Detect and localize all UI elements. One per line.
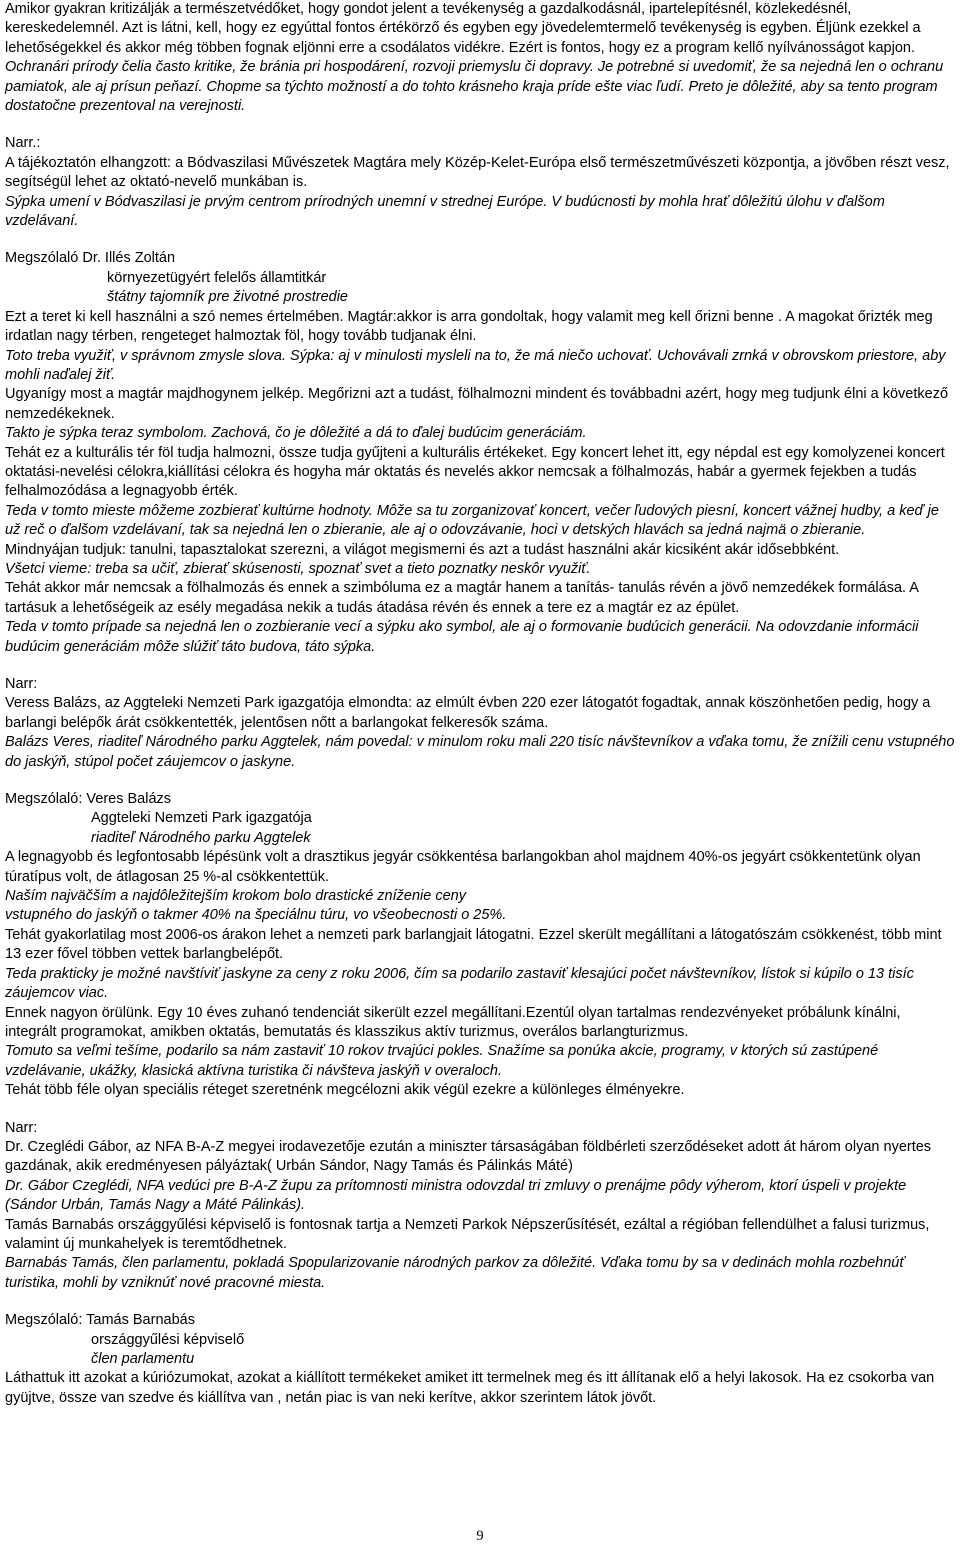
paragraph-slovak: člen parlamentu <box>91 1351 195 1367</box>
paragraph-hungarian: Tehát több féle olyan speciális réteget szeretnénk megcélozni akik végül ezekre a különleges élményekre. <box>5 1082 685 1099</box>
paragraph-slovak: Naším najväčším a najdôležitejším krokom bolo drastické zníženie ceny <box>5 888 466 905</box>
document-body <box>5 0 955 1408</box>
paragraph-spacer <box>5 772 955 790</box>
paragraph-hungarian: A tájékoztatón elhangzott: a Bódvaszilasi Művészetek Magtára mely Közép-Kelet-Európa első természetművészeti központja, a jövőben részt vesz, segítségül lehet az oktató-nevelő munkában is. <box>5 154 950 191</box>
paragraph-hungarian: Dr. Czeglédi Gábor, az NFA B-A-Z megyei irodavezetője ezután a miniszter társaságában földbérleti szerződéseket adott át három olyan nyertes gazdának, akik eredményesen pályáztak( Urbán Sándor, Nagy Tamás és Pálinkás Máté) <box>5 1138 932 1175</box>
paragraph-slovak: Ochranári prírody čelia často kritike, že bránia pri hospodárení, rozvoji priemyslu či dopravy. Je potrebné si uvedomiť, že sa nejedná len o ochranu pamiatok, ale aj prísun peňazí. Chopme sa týchto možností a do tohto krásneho kraja príde ešte viac ľudí. Preto je dôležité, aby sa tento program dostatočne prezentoval na verejnosti. <box>5 59 944 115</box>
paragraph-hungarian: Megszólaló Dr. Illés Zoltán <box>5 250 176 267</box>
paragraph-hungarian: A legnagyobb és legfontosabb lépésünk volt a drasztikus jegyár csökkentésa barlangokban ahol majdnem 40%-os jegyárt csökkentetünk olyan túratípus volt, de átlagosan 25 %-al csökkentettük. <box>5 849 921 885</box>
paragraph-spacer <box>5 657 955 675</box>
paragraph-hungarian: Narr: <box>5 1119 38 1136</box>
paragraph-slovak: riaditeľ Národného parku Aggtelek <box>91 829 311 846</box>
paragraph-slovak: Tomuto sa veľmi tešíme, podarilo sa nám zastaviť 10 rokov trvajúci pokles. Snažíme sa ponúka akcie, programy, v ktorých sú zastúpené vzdelávanie, ukážky, klasická aktívna turistika či návšteva jaskýň v overaloch. <box>5 1043 879 1079</box>
paragraph-hungarian: környezetügyért felelős államtitkár <box>107 269 327 286</box>
paragraph-hungarian: Mindnyájan tudjuk: tanulni, tapasztalokat szerezni, a világot megismerni és azt a tudást használni akár kicsiként akár idősebbként. <box>5 541 840 558</box>
document-page <box>5 0 955 1546</box>
paragraph-hungarian: Tamás Barnabás országgyűlési képviselő is fontosnak tartja a Nemzeti Parkok Népszerűsítését, ezáltal a régióban fellendülhet a falusi turizmus, valamint új munkahelyek is teremtődhetnek. <box>5 1216 930 1252</box>
paragraph-hungarian: Ezt a teret ki kell használni a szó nemes értelmében. Magtár:akkor is arra gondoltak, hogy valamit meg kell őrizni benne . A magokat őrizték meg irdatlan nagy térben, rengeteget halmoztak föl, hogy tovább tudjanak élni. <box>5 308 933 345</box>
paragraph-hungarian: Narr: <box>5 676 38 692</box>
paragraph-slovak: Dr. Gábor Czeglédi, NFA vedúci pre B-A-Z župu za prítomnosti ministra odovzdal tri zmluvy o prenájme pôdy výherom, ktorí úspeli v projekte (Sándor Urbán, Tamás Nagy a Máté Pálinkás). <box>5 1177 907 1214</box>
paragraph-slovak: Teda v tomto mieste môžeme zozbierať kultúrne hodnoty. Môže sa tu zorganizovať koncert, večer ľudových piesní, koncert vážnej hudby, a keď je už reč o ďalšom vzdelávaní, tak sa nejedná len o zbieranie, ale aj o odovzávanie, hoci v detských hlavách sa jedná najmä o zbieranie. <box>5 502 939 539</box>
paragraph-spacer <box>5 1293 955 1311</box>
paragraph-hungarian: Ennek nagyon örülünk. Egy 10 éves zuhanó tendenciát sikerült ezzel megállítani.Ezentúl olyan tartalmas rendezvényeket próbálunk kínálni, integrált programokat, amikben oktatás, bemutatás és klasszikus aktív turizmus, overálos barlangturizmus. <box>5 1004 901 1040</box>
paragraph-slovak: Balázs Veres, riaditeľ Národného parku Aggtelek, nám povedal: v minulom roku mali 220 tisíc návštevníkov a vďaka tomu, že znížili cenu vstupného do jaskýň, stúpol počet záujemcov o jaskyne. <box>5 734 955 770</box>
paragraph-hungarian: Láthattuk itt azokat a kúriózumokat, azokat a kiállított termékeket amiket itt termelnek meg és itt állítanak elő a helyi lakosok. Ha ez csokorba van gyüjtve, össze van szedve és kiállítva van , netán piac is van neki kerítve, akkor szerintem látok jövőt. <box>5 1370 935 1406</box>
paragraph-spacer <box>5 231 955 249</box>
paragraph-hungarian: Tehát akkor már nemcsak a fölhalmozás és ennek a szimbóluma ez a magtár hanem a tanítás- tanulás révén a jövő nemzedékek formálása. A tartásuk a lehetőségeik az esély megadása nekik a tudás átadása révén és ennek a tere ez a magtár ez az épület. <box>5 580 919 616</box>
page-number: 9 <box>476 1528 484 1544</box>
paragraph-hungarian: Narr.: <box>5 135 41 152</box>
paragraph-slovak: Barnabás Tamás, člen parlamentu, pokladá Spopularizovanie národných parkov za dôležité. Vďaka tomu by sa v dedinách mohla rozbehnúť turistika, mohli by vzniknúť nové pracovné miesta. <box>5 1255 905 1291</box>
paragraph-spacer <box>5 116 955 134</box>
paragraph-hungarian: Tehát ez a kulturális tér föl tudja halmozni, össze tudja gyűjteni a kulturális értékeket. Egy koncert lehet itt, egy népdal est egy komolyzenei koncert oktatási-nevelési célokra,kiállítási célokra és hogyha már oktatás és nevelés akkor nemcsak a fölhalmozás, habár a gyermek fejekben a tudás felhalmozódása a legnagyobb érték. <box>5 444 945 500</box>
paragraph-hungarian: országgyűlési képviselő <box>91 1331 245 1348</box>
paragraph-slovak: Toto treba využiť, v správnom zmysle slova. Sýpka: aj v minulosti mysleli na to, že má niečo uchovať. Uchovávali zrnká v obrovskom priestore, aby mohli naďalej žiť. <box>5 347 946 383</box>
paragraph-hungarian: Amikor gyakran kritizálják a természetvédőket, hogy gondot jelent a tevékenység a gazdalkodásnál, ipartelepítésnél, közlekedésnél, kereskedelemnél. Azt is látni, kell, hogy ez egyúttal fontos értékörző és egyben egy jövedelemtermelő tevékenység is egyben. Éljünk ezekkel a lehetőségekkel és akkor még többen fognak eljönni erre a csodálatos vidékre. Ezért is fontos, hogy ez a program kellő nyílvánosságot kapjon. <box>5 1 921 56</box>
paragraph-hungarian: Veress Balázs, az Aggteleki Nemzeti Park igazgatója elmondta: az elmúlt évben 220 ezer látogatót fogadtak, annak köszönhetően pedig, hogy a barlangi belépők árát csökkentették, jelentősen nőtt a barlangokat felkeresők száma. <box>5 695 931 731</box>
paragraph-slovak: Všetci vieme: treba sa učiť, zbierať skúsenosti, spoznať svet a tieto poznatky neskôr využiť. <box>5 560 591 577</box>
paragraph-slovak: Teda v tomto prípade sa nejedná len o zozbieranie vecí a sýpku ako symbol, ale aj o formovanie budúcich generácii. Na odovzdanie informácii budúcim generáciám môže slúžiť táto budova, táto sýpka. <box>5 619 919 655</box>
paragraph-hungarian: Aggteleki Nemzeti Park igazgatója <box>91 810 312 827</box>
paragraph-slovak: Sýpka umení v Bódvaszilasi je prvým centrom prírodných unemní v strednej Európe. V budúcnosti by mohla hrať dôležitú úlohu v ďalšom vzdelávaní. <box>5 193 885 230</box>
paragraph-slovak: vstupného do jaskýň o takmer 40% na špeciálnu túru, vo všeobecnosti o 25%. <box>5 907 507 924</box>
paragraph-hungarian: Megszólaló: Veres Balázs <box>5 791 172 808</box>
paragraph-slovak: štátny tajomník pre životné prostredie <box>107 289 348 306</box>
paragraph-hungarian: Megszólaló: Tamás Barnabás <box>5 1312 195 1329</box>
paragraph-spacer <box>5 1101 955 1119</box>
paragraph-slovak: Teda prakticky je možné navštíviť jaskyne za ceny z roku 2006, čím sa podarilo zastaviť klesajúci počet návštevníkov, lístok si kúpilo o 13 tisíc záujemcov viac. <box>5 965 914 1002</box>
paragraph-hungarian: Ugyanígy most a magtár majdhogynem jelkép. Megőrizni azt a tudást, fölhalmozni mindent és továbbadni azért, hogy meg tudjunk élni a következő nemzedékeknek. <box>5 386 949 422</box>
paragraph-slovak: Takto je sýpka teraz symbolom. Zachová, čo je dôležité a dá to ďalej budúcim generáciám. <box>5 425 587 442</box>
paragraph-hungarian: Tehát gyakorlatilag most 2006-os árakon lehet a nemzeti park barlangjait látogatni. Ezzel skerült megállítani a látogatószám csökkenést, több mint 13 ezer fővel többen vettek barlangbelépőt. <box>5 926 942 963</box>
